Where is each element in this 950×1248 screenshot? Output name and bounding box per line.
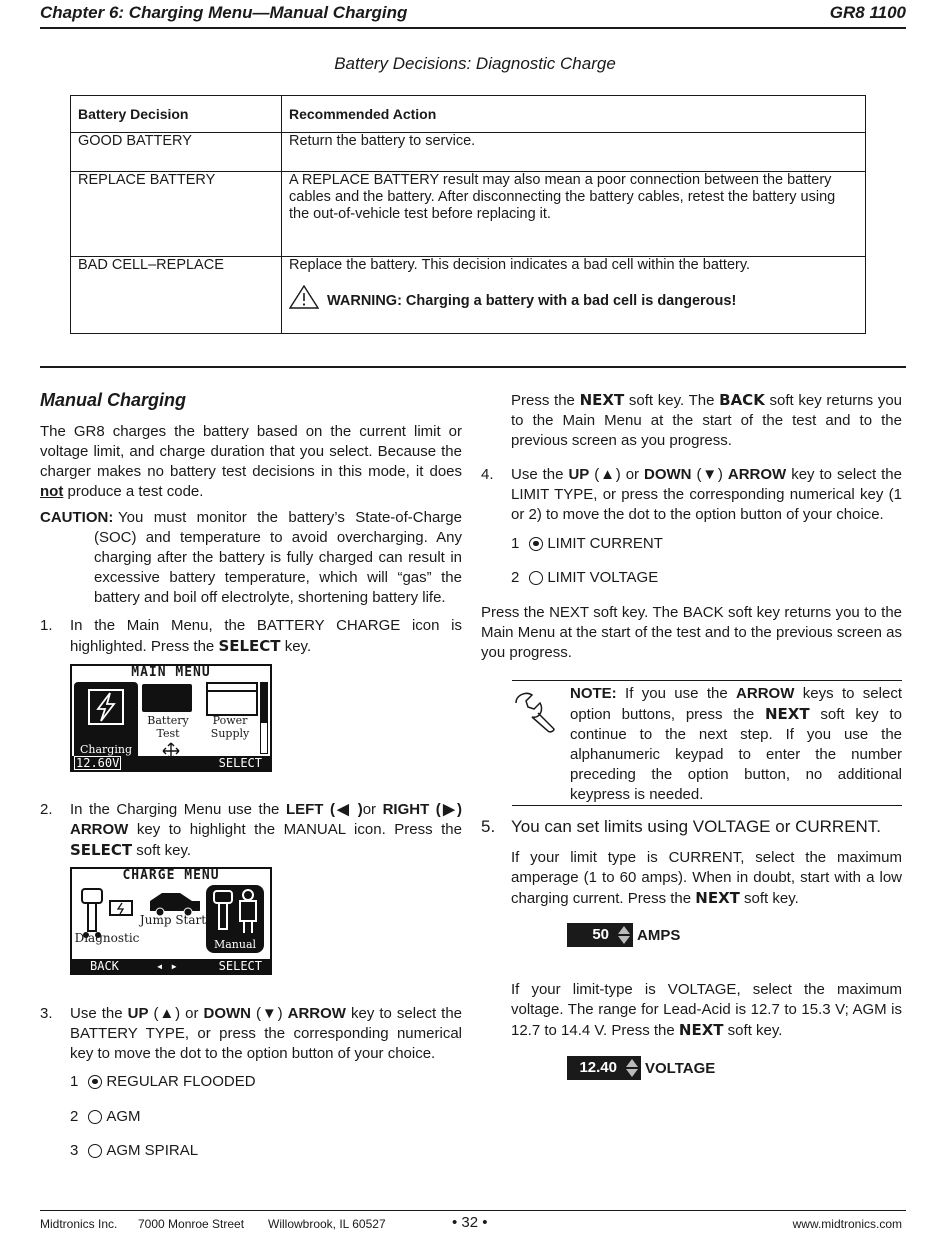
header-rule [40,27,906,29]
arrow-key-label: ARROW [70,821,129,838]
next-key-label: NEXT [678,1021,724,1039]
manual-tile [206,885,264,953]
left-right-arrows: ◂ ▸ [156,959,178,973]
amps-value[interactable]: 50 [567,923,615,947]
footer-street: 7000 Monroe Street [138,1217,245,1231]
charging-label: Charging [79,743,132,756]
step-number: 3. [40,1005,53,1022]
footer-url[interactable]: www.midtronics.com [792,1217,902,1231]
table-row [71,257,866,334]
manual-label: Manual [213,938,257,951]
select-key-label: SELECT [218,637,281,655]
back-key-label: BACK [719,391,765,409]
up-key-label: UP [127,1005,149,1022]
select-softkey: SELECT [218,959,262,973]
screen-title: CHARGE MENU [122,868,220,883]
arrow-key-label: ARROW [736,685,795,702]
battery-test-label: Battery Test [147,714,189,740]
main-menu-screen [70,664,272,772]
power-supply-label: Power Supply [210,714,250,740]
page-number: • 32 • [452,1214,488,1231]
chapter-title: Chapter 6: Charging Menu—Manual Charging [40,3,408,22]
text: Press the [511,392,580,409]
select-key-label: SELECT [70,841,133,859]
up-arrow-glyph: (▲) or [589,466,644,483]
option-label: LIMIT VOLTAGE [547,569,659,586]
step-3-text-end: key to select the BATTERY TYPE, or press the corresponding numerical key to move the dot to the option button of your choice. [70,1005,463,1062]
table-caption: Battery Decisions: Diagnostic Charge [334,54,616,73]
down-key-label: DOWN [644,466,692,483]
step-5-text: You can set limits using VOLTAGE or CURRENT. [511,817,882,836]
power-supply-icon [206,682,258,716]
up-arrow-glyph: (▲) or [148,1005,204,1022]
arrow-key-label: ARROW [287,1005,346,1022]
status-bar [72,959,270,973]
decision-cell: BAD CELL–REPLACE [71,257,282,334]
text: soft key. [739,890,799,907]
arrow-key-label: ARROW [727,466,787,483]
step-number: 4. [481,466,494,483]
option-label: AGM SPIRAL [106,1142,199,1159]
section-divider [40,366,906,368]
amps-unit: AMPS [637,926,681,944]
text: If you use the [625,685,737,702]
diagnostic-label: Diagnostic [74,931,140,945]
step-2-text: In the Charging Menu use the [70,801,286,818]
text: If your limit-type is VOLTAGE, select the maximum voltage. The range for Lead-Acid is 12.7 to 15.3 V; AGM is 12.7 to 14.4 V. Press the [511,981,902,1039]
step-number: 1. [40,617,53,634]
step-5 [481,817,902,837]
step-1-text: In the Main Menu, the BATTERY CHARGE icon is highlighted. Press the [70,617,462,655]
col-header-action: Recommended Action [282,96,866,133]
text: soft key. [723,1022,783,1039]
caution-text: You must monitor the battery’s State-of-Charge (SOC) and temperature to avoid overcharging. Any charging after the battery is fully charged can result in excessive battery temperature, which will “gas” the battery and boil off electrolyte, shortening battery life. [94,509,462,606]
intro-emphasis: not [40,483,64,500]
status-bar [72,756,270,770]
col-header-decision: Battery Decision [71,96,282,133]
radio-empty-icon[interactable] [88,1110,102,1124]
step-1-text-end: key. [280,638,312,655]
option-number: 1 [70,1073,79,1090]
intro-text: The GR8 charges the battery based on the current limit or voltage limit, and charge duration that you select. Because the charger makes no battery test decisions in this mode, it does [40,423,462,480]
voltage-value[interactable]: 12.40 [567,1056,623,1080]
warning-triangle-icon [289,285,319,309]
wrench-icon [512,689,558,735]
text: soft key returns you to the Main Menu at the start of the test and to the previous screen as you progress. [511,392,902,449]
voltage-readout: 12.60V [76,756,120,770]
amps-spinbox[interactable] [567,923,680,947]
option-agm-spiral[interactable] [70,1142,198,1159]
step-4-after: Press the NEXT soft key. The BACK soft key returns you to the Main Menu at the start of the test and to the previous screen as you progress. [481,604,902,661]
left-key-label: LEFT (◀ ) [285,801,363,818]
option-label: AGM [106,1108,141,1125]
step-3 [40,1004,462,1064]
option-regular-flooded[interactable] [70,1073,256,1090]
warning-text: WARNING: Charging a battery with a bad cell is dangerous! [327,293,737,309]
action-cell [282,257,866,334]
battery-icon [142,684,192,712]
down-arrow-glyph: (▼) [691,466,728,483]
model-name: GR8 1100 [829,3,906,22]
footer-company: Midtronics Inc. [40,1217,118,1231]
option-label: LIMIT CURRENT [547,535,663,552]
footer-city: Willowbrook, IL 60527 [268,1217,386,1231]
lightning-icon [86,687,126,727]
option-number: 2 [511,569,520,586]
radio-selected-icon[interactable] [529,537,543,551]
jump-start-label: Jump Start [139,913,207,927]
option-number: 1 [511,535,520,552]
step-3-text: Use the [70,1005,128,1022]
decision-cell: REPLACE BATTERY [71,172,282,257]
down-key-label: DOWN [203,1005,251,1022]
back-softkey: BACK [90,959,119,973]
step-2 [40,800,462,861]
note-label: NOTE: [570,685,617,702]
action-cell: A REPLACE BATTERY result may also mean a poor connection between the battery cables and the battery. After disconnecting the battery cables, retest the battery using the out-of-vehicle test before replacing it. [282,172,866,257]
table-header-row [71,96,866,133]
note-box [512,680,902,806]
select-softkey: SELECT [218,756,262,770]
option-limit-current[interactable] [511,535,663,552]
option-label: REGULAR FLOODED [106,1073,256,1090]
step-4 [481,465,902,525]
radio-empty-icon[interactable] [88,1144,102,1158]
up-down-arrows-icon[interactable] [615,923,633,947]
down-arrow-glyph: (▼) [250,1005,288,1022]
right-key-label: RIGHT (▶) [382,801,463,818]
option-limit-voltage[interactable] [511,569,658,586]
step-text [70,616,462,657]
charging-tile [74,682,138,760]
warning-line [289,285,858,309]
caution-label: CAUTION: [40,509,114,526]
voltage-spinbox[interactable] [567,1056,715,1080]
table-row [71,172,866,257]
next-key-label: NEXT [695,889,740,907]
table-row [71,133,866,172]
step-4-text: Use the [511,466,569,483]
battery-decision-table [70,95,866,334]
current-paragraph [511,848,902,909]
text: If your limit type is CURRENT, select the maximum amperage (1 to 60 amps). When in doubt, start with a low charging current. Press the [511,849,902,907]
step-2-text-end: soft key. [132,842,192,859]
next-key-label: NEXT [764,705,810,723]
up-key-label: UP [568,466,590,483]
up-down-arrows-icon[interactable] [623,1056,641,1080]
charge-menu-screen [70,867,272,975]
option-agm[interactable] [70,1108,141,1125]
step-2-text-mid: key to highlight the MANUAL icon. Press the [128,821,462,838]
step-text [70,800,462,861]
step-number: 2. [40,801,53,818]
step-text [70,1004,462,1064]
action-text: Replace the battery. This decision indicates a bad cell within the battery. [289,257,751,273]
voltage-unit: VOLTAGE [645,1059,716,1077]
option-number: 3 [70,1142,79,1159]
step-1 [40,616,462,657]
step-4-text-end: key to select the LIMIT TYPE, or press the corresponding numerical key (1 or 2) to move the dot to the option button of your choice. [511,466,902,523]
decision-cell: GOOD BATTERY [71,133,282,172]
text: keys to select option buttons, press the [570,685,902,723]
step-text [511,465,902,525]
text: soft key to continue to the next step. If you use the alphanumeric keypad to enter the number preceding the option button, no additional keypress is needed. [570,706,902,803]
text: soft key. The [624,392,720,409]
radio-selected-icon[interactable] [88,1075,102,1089]
manual-icon [208,887,262,937]
next-back-paragraph [511,390,902,451]
voltage-paragraph [511,980,902,1041]
step-number: 5. [481,817,496,836]
radio-empty-icon[interactable] [529,571,543,585]
screen-title: MAIN MENU [131,665,211,680]
next-key-label: NEXT [579,391,625,409]
intro-paragraph [40,422,462,502]
footer-rule [40,1210,906,1211]
action-cell: Return the battery to service. [282,133,866,172]
note-text [570,684,902,805]
scrollbar [260,682,268,754]
intro-text-end: produce a test code. [63,483,204,500]
step-2-or: or [362,801,383,818]
section-title: Manual Charging [40,390,187,410]
option-number: 2 [70,1108,79,1125]
